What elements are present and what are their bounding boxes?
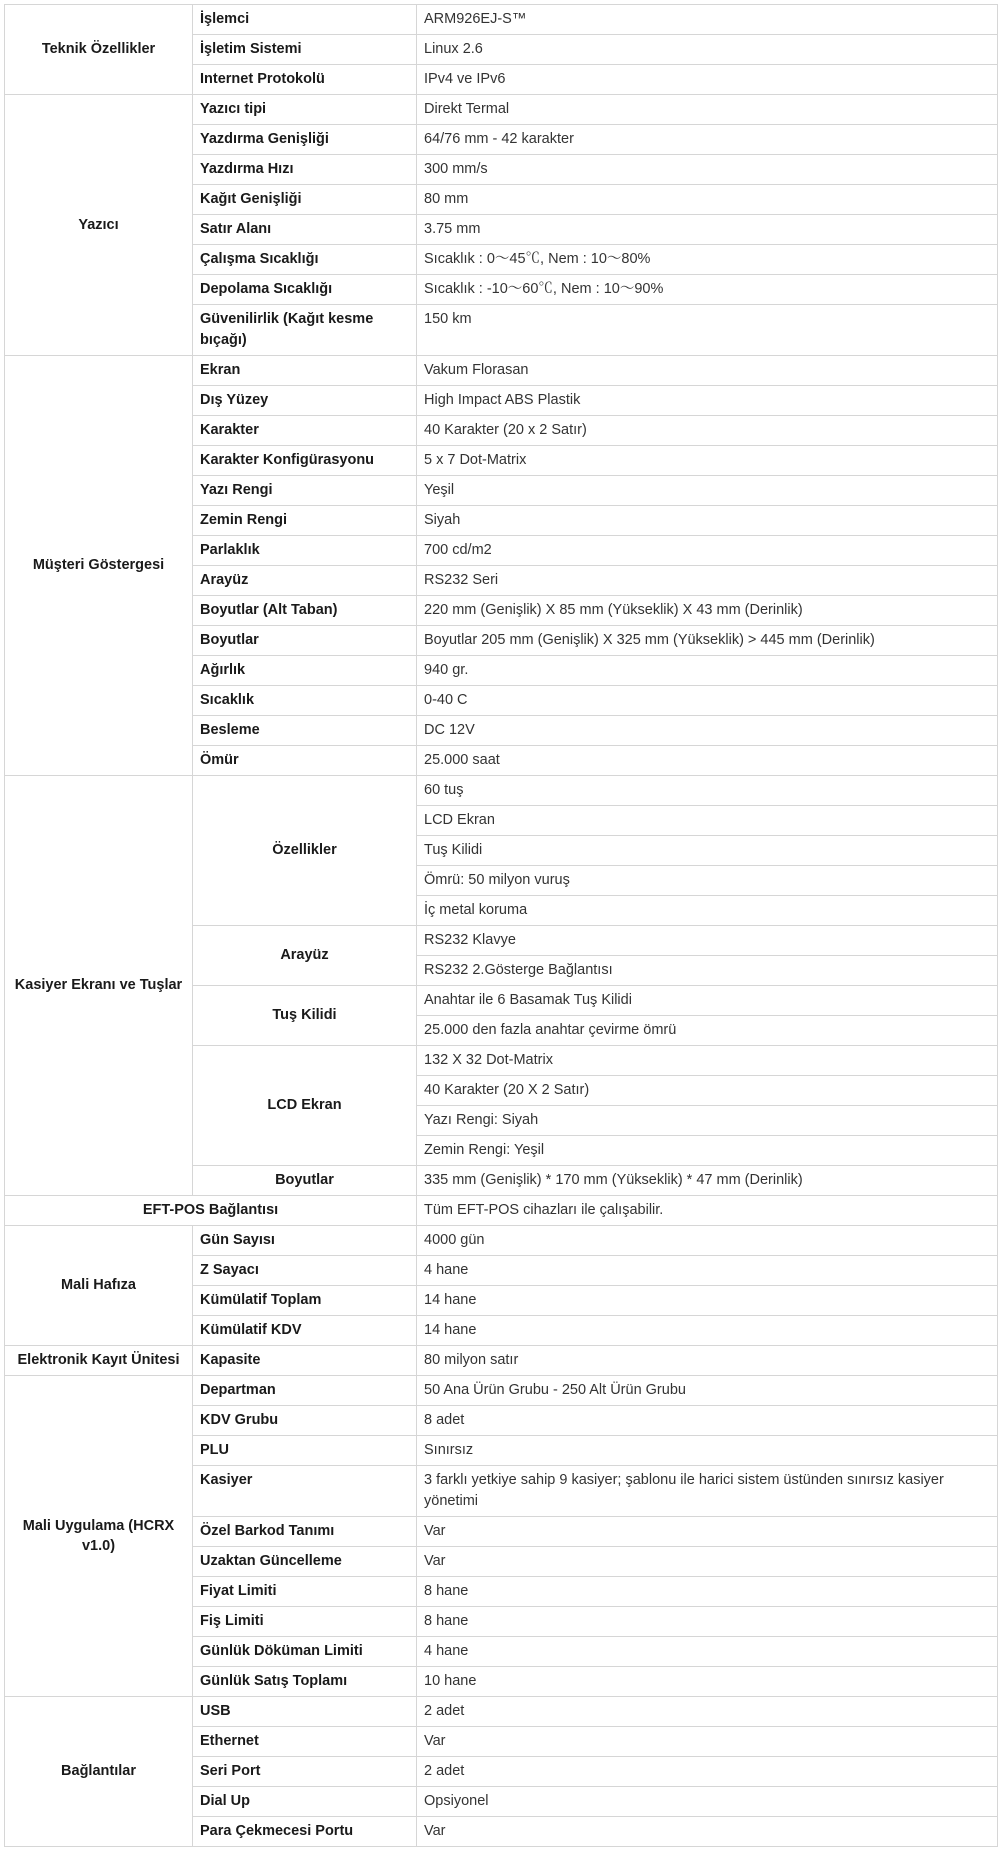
spec-value: Anahtar ile 6 Basamak Tuş Kilidi (417, 986, 998, 1016)
spec-label: Ağırlık (193, 656, 417, 686)
spec-label: Yazı Rengi (193, 476, 417, 506)
spec-label: Ethernet (193, 1727, 417, 1757)
spec-value: IPv4 ve IPv6 (417, 65, 998, 95)
spec-label: USB (193, 1697, 417, 1727)
category-yazici: Yazıcı (5, 95, 193, 356)
category-mali-uygulama: Mali Uygulama (HCRX v1.0) (5, 1376, 193, 1697)
spec-value: Ömrü: 50 milyon vuruş (417, 866, 998, 896)
spec-value: Sıcaklık : -10～60℃, Nem : 10～90% (417, 275, 998, 305)
spec-value: 335 mm (Genişlik) * 170 mm (Yükseklik) * 47 mm (Derinlik) (417, 1166, 998, 1196)
spec-value: 2 adet (417, 1697, 998, 1727)
spec-value: Opsiyonel (417, 1787, 998, 1817)
spec-value: ARM926EJ-S™ (417, 5, 998, 35)
spec-label: Sıcaklık (193, 686, 417, 716)
table-row (5, 1697, 998, 1727)
spec-value: 5 x 7 Dot-Matrix (417, 446, 998, 476)
spec-value: RS232 Klavye (417, 926, 998, 956)
spec-value: Yazı Rengi: Siyah (417, 1106, 998, 1136)
spec-label: Kağıt Genişliği (193, 185, 417, 215)
spec-value: 4000 gün (417, 1226, 998, 1256)
spec-label: Dış Yüzey (193, 386, 417, 416)
spec-value: Boyutlar 205 mm (Genişlik) X 325 mm (Yükseklik) > 445 mm (Derinlik) (417, 626, 998, 656)
spec-value: 8 hane (417, 1577, 998, 1607)
spec-label: Kapasite (193, 1346, 417, 1376)
spec-value: 50 Ana Ürün Grubu - 250 Alt Ürün Grubu (417, 1376, 998, 1406)
spec-label: Satır Alanı (193, 215, 417, 245)
spec-label: Yazdırma Genişliği (193, 125, 417, 155)
spec-label: Günlük Satış Toplamı (193, 1667, 417, 1697)
spec-value: Vakum Florasan (417, 356, 998, 386)
spec-label: Fiş Limiti (193, 1607, 417, 1637)
spec-label: Seri Port (193, 1757, 417, 1787)
spec-value: 3 farklı yetkiye sahip 9 kasiyer; şablonu ile harici sistem üstünden sınırsız kasiyer yönetimi (417, 1466, 998, 1517)
spec-value: Var (417, 1547, 998, 1577)
spec-value: DC 12V (417, 716, 998, 746)
spec-label: Karakter (193, 416, 417, 446)
spec-value: 4 hane (417, 1637, 998, 1667)
spec-value: 132 X 32 Dot-Matrix (417, 1046, 998, 1076)
spec-value: Yeşil (417, 476, 998, 506)
spec-value: 150 km (417, 305, 998, 356)
table-row (5, 1346, 998, 1376)
spec-value: LCD Ekran (417, 806, 998, 836)
spec-value: 10 hane (417, 1667, 998, 1697)
spec-label: Ömür (193, 746, 417, 776)
category-eku: Elektronik Kayıt Ünitesi (5, 1346, 193, 1376)
spec-label: İşlemci (193, 5, 417, 35)
spec-label: Çalışma Sıcaklığı (193, 245, 417, 275)
spec-value: Var (417, 1817, 998, 1847)
category-mali-hafiza: Mali Hafıza (5, 1226, 193, 1346)
spec-value: High Impact ABS Plastik (417, 386, 998, 416)
spec-value: Zemin Rengi: Yeşil (417, 1136, 998, 1166)
spec-value: 4 hane (417, 1256, 998, 1286)
table-row (5, 776, 998, 806)
table-row (5, 356, 998, 386)
sub-label: Tuş Kilidi (193, 986, 417, 1046)
spec-label: Boyutlar (Alt Taban) (193, 596, 417, 626)
spec-label: Para Çekmecesi Portu (193, 1817, 417, 1847)
spec-value: Direkt Termal (417, 95, 998, 125)
category-teknik: Teknik Özellikler (5, 5, 193, 95)
spec-value: Tuş Kilidi (417, 836, 998, 866)
spec-label: PLU (193, 1436, 417, 1466)
spec-value: 0-40 C (417, 686, 998, 716)
spec-value: 14 hane (417, 1286, 998, 1316)
spec-label: İşletim Sistemi (193, 35, 417, 65)
spec-label: Güvenilirlik (Kağıt kesme bıçağı) (193, 305, 417, 356)
category-baglantilar: Bağlantılar (5, 1697, 193, 1847)
spec-label: Yazdırma Hızı (193, 155, 417, 185)
spec-value: İç metal koruma (417, 896, 998, 926)
spec-value: 700 cd/m2 (417, 536, 998, 566)
table-row (5, 95, 998, 125)
category-eftpos: EFT-POS Bağlantısı (5, 1196, 417, 1226)
spec-label: Kümülatif Toplam (193, 1286, 417, 1316)
spec-label: Boyutlar (193, 626, 417, 656)
sub-label: Boyutlar (193, 1166, 417, 1196)
spec-value: Sınırsız (417, 1436, 998, 1466)
spec-label: Departman (193, 1376, 417, 1406)
spec-value: Var (417, 1727, 998, 1757)
sub-label: Arayüz (193, 926, 417, 986)
spec-label: Dial Up (193, 1787, 417, 1817)
spec-label: Karakter Konfigürasyonu (193, 446, 417, 476)
spec-table-wrapper (4, 4, 997, 1847)
spec-value: 8 adet (417, 1406, 998, 1436)
spec-value: 8 hane (417, 1607, 998, 1637)
spec-table (4, 4, 998, 1847)
spec-value: 300 mm/s (417, 155, 998, 185)
spec-value: Var (417, 1517, 998, 1547)
spec-value: 25.000 den fazla anahtar çevirme ömrü (417, 1016, 998, 1046)
spec-value: 40 Karakter (20 X 2 Satır) (417, 1076, 998, 1106)
spec-value: 940 gr. (417, 656, 998, 686)
spec-value: 80 milyon satır (417, 1346, 998, 1376)
spec-label: Yazıcı tipi (193, 95, 417, 125)
spec-label: KDV Grubu (193, 1406, 417, 1436)
spec-label: Uzaktan Güncelleme (193, 1547, 417, 1577)
spec-value: 220 mm (Genişlik) X 85 mm (Yükseklik) X 43 mm (Derinlik) (417, 596, 998, 626)
spec-label: Kümülatif KDV (193, 1316, 417, 1346)
spec-value: 80 mm (417, 185, 998, 215)
table-row (5, 1376, 998, 1406)
spec-value: Tüm EFT-POS cihazları ile çalışabilir. (417, 1196, 998, 1226)
spec-label: Internet Protokolü (193, 65, 417, 95)
spec-label: Kasiyer (193, 1466, 417, 1517)
spec-label: Depolama Sıcaklığı (193, 275, 417, 305)
table-row (5, 1196, 998, 1226)
spec-value: 2 adet (417, 1757, 998, 1787)
spec-value: Linux 2.6 (417, 35, 998, 65)
spec-value: 25.000 saat (417, 746, 998, 776)
spec-value: Siyah (417, 506, 998, 536)
spec-label: Gün Sayısı (193, 1226, 417, 1256)
spec-value: 40 Karakter (20 x 2 Satır) (417, 416, 998, 446)
category-kasiyer: Kasiyer Ekranı ve Tuşlar (5, 776, 193, 1196)
spec-label: Günlük Döküman Limiti (193, 1637, 417, 1667)
table-row (5, 1226, 998, 1256)
spec-value: RS232 Seri (417, 566, 998, 596)
spec-value: 14 hane (417, 1316, 998, 1346)
spec-label: Parlaklık (193, 536, 417, 566)
spec-value: 60 tuş (417, 776, 998, 806)
spec-label: Özel Barkod Tanımı (193, 1517, 417, 1547)
table-row (5, 5, 998, 35)
spec-label: Arayüz (193, 566, 417, 596)
spec-label: Zemin Rengi (193, 506, 417, 536)
spec-value: 64/76 mm - 42 karakter (417, 125, 998, 155)
sub-label: LCD Ekran (193, 1046, 417, 1166)
spec-label: Fiyat Limiti (193, 1577, 417, 1607)
spec-value: Sıcaklık : 0～45℃, Nem : 10～80% (417, 245, 998, 275)
spec-value: RS232 2.Gösterge Bağlantısı (417, 956, 998, 986)
spec-label: Z Sayacı (193, 1256, 417, 1286)
spec-value: 3.75 mm (417, 215, 998, 245)
category-musteri: Müşteri Göstergesi (5, 356, 193, 776)
spec-label: Ekran (193, 356, 417, 386)
spec-label: Besleme (193, 716, 417, 746)
sub-label: Özellikler (193, 776, 417, 926)
